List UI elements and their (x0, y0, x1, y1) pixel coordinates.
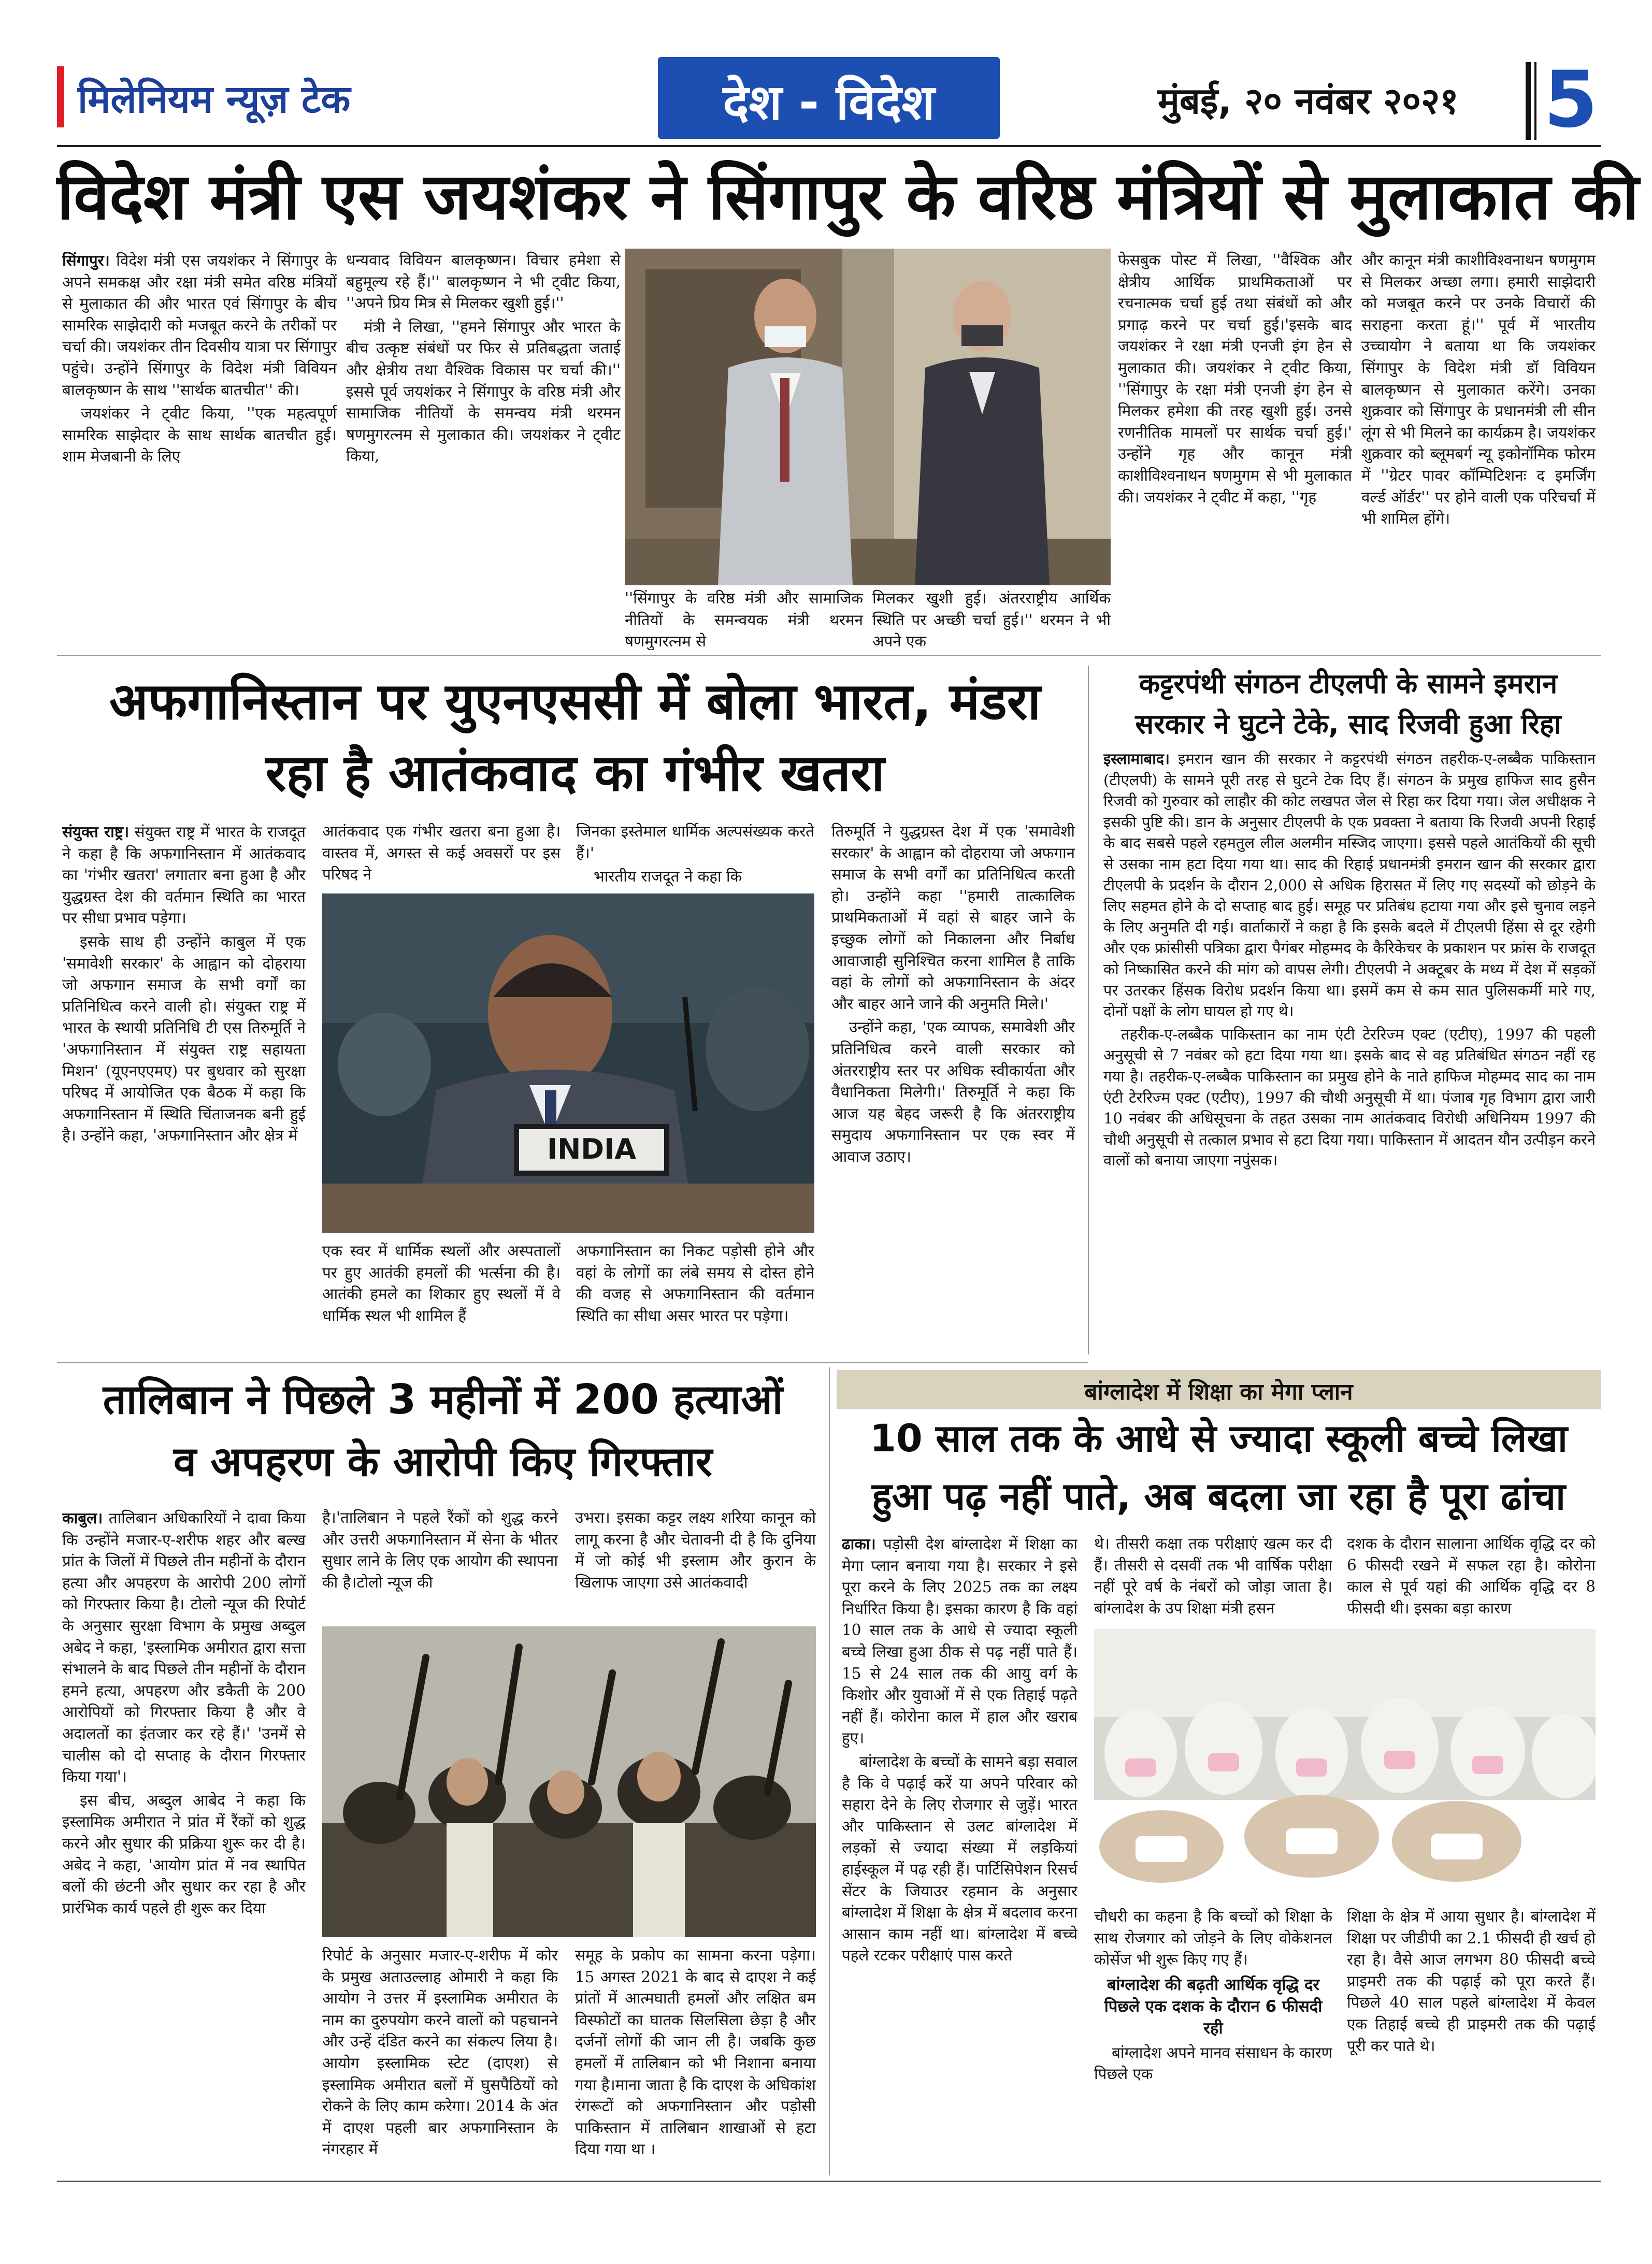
story5-text: थे। तीसरी कक्षा तक परीक्षाएं खत्म कर दी हैं। तीसरी से दसवीं तक भी वार्षिक परीक्षा नहीं पूरे वर्ष के नंबरों को जोड़ा जाता है। बांग्लादेश के उप शिक्षा मंत्री हसन (1094, 1535, 1332, 1617)
story1-photo (625, 249, 1111, 585)
story5-text: पड़ोसी देश बांग्लादेश में शिक्षा का मेगा प्लान बनाया गया है। सरकार ने इसे पूरा करने के लिए 2025 तक का लक्ष्य निर्धारित किया है। इसका कारण है कि वहां 10 साल तक के आधे से ज्यादा स्कूली बच्चे लिखा हुआ ठीक से पढ़ नहीं पाते हैं। 15 से 24 साल तक की आयु वर्ग के किशोर और युवाओं में से एक तिहाई पढ़ते नहीं हैं। कोरोना काल में हाल और खराब हुए। (842, 1535, 1078, 1747)
story4-text: इस बीच, अब्दुल आबेद ने कहा कि इस्लामिक अमीरात ने प्रांत में रैंकों को शुद्ध करने और सुधार की प्रक्रिया शुरू कर दी है। अबेद ने कहा, 'आयोग प्रांत में नव स्थापित बलों की छंटनी और सुधार कर रहा है और प्रारंभिक कार्य पहले ही शुरू कर दिया (62, 1791, 306, 1917)
dateline: मुंबई, २० नवंबर २०२१ (1158, 80, 1459, 122)
masthead-divider (57, 145, 1601, 147)
brand-logo: मिलेनियम न्यूज़ टेक (78, 77, 351, 122)
story5-headline-line1: 10 साल तक के आधे से ज्यादा स्कूली बच्चे लिखा (870, 1417, 1568, 1461)
story2-col4 (831, 821, 1075, 1354)
masthead (57, 57, 1601, 145)
story1-headline: विदेश मंत्री एस जयशंकर ने सिंगापुर के वरिष्ठ मंत्रियों से मुलाकात की (57, 160, 1639, 234)
story4-photo (322, 1626, 816, 1937)
page-number-rule (1526, 62, 1531, 140)
story3-body (1103, 748, 1596, 1339)
story2-text: उन्होंने कहा, 'एक व्यापक, समावेशी और प्रतिनिधित्व करने वाली सरकार को अंतरराष्ट्रीय स्तर पर अधिक स्वीकार्यता और वैधानिकता मिलेगी।' तिरुमूर्ति ने कहा कि आज यह बेहद जरूरी है कि अंतरराष्ट्रीय समुदाय अफगानिस्तान पर एक स्वर में आवाज उठाए। (831, 1018, 1075, 1165)
story1-col1 (62, 250, 337, 648)
story2-photo-art (322, 893, 814, 1233)
story4-dateline: काबुल। (62, 1509, 103, 1527)
story1-text: विदेश मंत्री एस जयशंकर ने सिंगापुर के अपने समकक्ष और रक्षा मंत्री समेत वरिष्ठ मंत्रियों से मुलाकात की और भारत एवं सिंगापुर के बीच सामरिक साझेदारी को मजबूत करने के तरीकों पर चर्चा की। जयशंकर तीन दिवसीय यात्रा पर सिंगापुर पहुंचे। उन्होंने सिंगापुर के विदेश मंत्री विवियन बालकृष्णन के साथ ''सार्थक बातचीत'' की। (62, 252, 337, 399)
story2-text: संयुक्त राष्ट्र में भारत के राजदूत ने कहा है कि अफगानिस्तान में आतंकवाद का 'गंभीर खतरा' लगातार बना हुआ है और युद्धग्रस्त देश की वर्तमान स्थिति का भारत पर सीधा प्रभाव पड़ेगा। (62, 823, 306, 927)
story2-text: जिनका इस्तेमाल धार्मिक अल्पसंख्यक करते हैं।' (576, 823, 814, 862)
story4-col3-bottom (575, 1945, 816, 2168)
story2-text: आतंकवाद एक गंभीर खतरा बना हुआ है। वास्तव में, अगस्त से कई अवसरों पर इस परिषद ने (322, 823, 561, 884)
story2-text: तिरुमूर्ति ने युद्धग्रस्त देश में एक 'समावेशी सरकार' के आह्वान को दोहराया जो अफगान समाज के सभी वर्गों का प्रतिनिधित्व करती हो। उन्होंने कहा ''हमारी तात्कालिक प्राथमिकताओं में वहां से बाहर जाने के इच्छुक लोगों को निकालना और निर्बाध आवाजाही सुनिश्चित करना शामिल है ताकि वहां के लोगों को अफगानिस्तान के अंदर और बाहर आने जाने की अनुमति मिले।' (831, 823, 1075, 1013)
page-number-rule (1534, 62, 1536, 140)
story5-text: चौधरी का कहना है कि बच्चों को शिक्षा के साथ रोजगार को जोड़ने के लिए वोकेशनल कोर्सेज भी शुरू किए गए हैं। (1094, 1908, 1332, 1969)
story5-col3-top (1347, 1533, 1596, 1624)
story4-col3-top (575, 1507, 816, 1619)
column-divider (829, 1367, 830, 2175)
story5-text: बांग्लादेश के बच्चों के सामने बड़ा सवाल है कि वे पढ़ाई करें या अपने परिवार को सहारा देने के लिए रोजगार से जुड़ें। भारत और पाकिस्तान से उलट बांग्लादेश में लड़कों से ज्यादा संख्या में लड़कियां हाईस्कूल में पढ़ रही हैं। पार्टिसिपेशन रिसर्च सेंटर के जियाउर रहमान के अनुसार बांग्लादेश में शिक्षा के क्षेत्र में बदलाव करना आसान काम नहीं था। बांग्लादेश में बच्चे पहले रटकर परीक्षाएं पास करते (842, 1752, 1078, 1965)
story4-col2-top (322, 1507, 558, 1619)
story1-caption-left (625, 588, 863, 650)
story2-photo (322, 893, 814, 1233)
story4-col1 (62, 1507, 306, 2170)
story2-headline-line1: अफगानिस्तान पर युएनएससी में बोला भारत, मंडरा (109, 672, 1041, 731)
story1-text: मंत्री ने लिखा, ''हमने सिंगापुर और भारत के बीच उत्कृष्ट संबंधों पर फिर से प्रतिबद्धता जताई और क्षेत्रीय तथा वैश्विक विकास पर चर्चा की।'' इससे पूर्व जयशंकर ने सिंगापुर के वरिष्ठ मंत्री और सामाजिक नीतियों के समन्वय मंत्री थरमन षणमुगरत्नम से मुलाकात की। जयशंकर ने ट्वीट किया, (346, 318, 621, 465)
story1-text: ''सिंगापुर के वरिष्ठ मंत्री और सामाजिक नीतियों के समन्वयक मंत्री थरमन षणमुगरत्नम से (625, 589, 863, 650)
story3-text: तहरीक-ए-लब्बैक पाकिस्तान का नाम एंटी टेररिज्म एक्ट (एटीए), 1997 की पहली अनुसूची से 7 नवंबर को हटा दिया गया था। इसके बाद से वह प्रतिबंधित संगठन नहीं रह गया है। तहरीक-ए-लब्बैक पाकिस्तान का प्रमुख होने के नाते हाफिज मोहम्मद साद का नाम एंटी टेररिज्म एक्ट (एटीए), 1997 की चौथी अनुसूची में था। पंजाब गृह विभाग द्वारा जारी 10 नवंबर की अधिसूचना के तहत उसका नाम आतंकवाद विरोधी अधिनियम 1997 की चौथी अनुसूची से तत्काल प्रभाव से हटा दिया गया। पाकिस्तान में आदतन यौन उत्पीड़न करने वालों को बनाया जाएगा नपुंसक। (1103, 1025, 1596, 1170)
story1-col2 (346, 250, 621, 648)
story2-text: एक स्वर में धार्मिक स्थलों और अस्पतालों पर हुए आतंकी हमलों की भर्त्सना की है। आतंकी हमले का शिकार हुए स्थलों में वे धार्मिक स्थल भी शामिल हैं (322, 1242, 561, 1324)
story4-text: रिपोर्ट के अनुसार मजार-ए-शरीफ में कोर के प्रमुख अताउल्लाह ओमारी ने कहा कि आयोग ने उत्तर में इस्लामिक अमीरात के नाम का दुरुपयोग करने वालों को पहचानने और उन्हें दंडित करने का संकल्प लिया है। आयोग इस्लामिक स्टेट (दाएश) से इस्लामिक अमीरात बलों में घुसपैठियों को रोकने के लिए काम करेगा। 2014 के अंत में दाएश पहली बार अफगानिस्तान के नंगरहार में (322, 1946, 558, 2158)
story5-subhead: बांग्लादेश की बढ़ती आर्थिक वृद्धि दर पिछले एक दशक के दौरान 6 फीसदी रही (1104, 1975, 1323, 2038)
story2-col2-top (322, 821, 561, 888)
story4-text: है।'तालिबान ने पहले रैंकों को शुद्ध करने और उत्तरी अफगानिस्तान में सेना के भीतर सुधार लाने के लिए एक आयोग की स्थापना की है।टोलो न्यूज की (322, 1509, 558, 1591)
story2-col2-bottom (322, 1241, 561, 1354)
story5-text: शिक्षा के क्षेत्र में आया सुधार है। बांग्लादेश में शिक्षा पर जीडीपी का 2.1 फीसदी ही खर्च हो रहा है। वैसे आज लगभग 80 फीसदी बच्चे प्राइमरी तक की पढ़ाई को पूरा करते हैं। पिछले 40 साल पहले बांग्लादेश में केवल एक तिहाई बच्चे ही प्राइमरी तक की पढ़ाई पूरी कर पाते थे। (1347, 1908, 1596, 2055)
story3-headline-line2: सरकार ने घुटने टेके, साद रिजवी हुआ रिहा (1135, 709, 1561, 740)
story5-photo-art (1094, 1629, 1596, 1898)
story1-photo-art (625, 249, 1111, 585)
story2-text: इसके साथ ही उन्होंने काबुल में एक 'समावेशी सरकार' के आह्वान को दोहराया जो अफगान समाज के सभी वर्गों का प्रतिनिधित्व करने वाली हो। संयुक्त राष्ट्र में भारत के स्थायी प्रतिनिधि टी एस तिरुमूर्ति ने 'अफगानिस्तान में संयुक्त राष्ट्र सहायता मिशन' (यूएनएएमए) पर बुधवार को सुरक्षा परिषद में आयोजित एक बैठक में कहा कि अफगानिस्तान में स्थिति चिंताजनक बनी हुई है। उन्होंने कहा, 'अफगानिस्तान और क्षेत्र में (62, 932, 306, 1145)
story5-text: बांग्लादेश अपने मानव संसाधन के कारण पिछले एक (1094, 2043, 1332, 2083)
story5-kicker: बांग्लादेश में शिक्षा का मेगा प्लान (1084, 1379, 1353, 1405)
nameplate-label: INDIA (547, 1133, 636, 1165)
story4-headline-line2: व अपहरण के आरोपी किए गिरफ्तार (173, 1438, 712, 1486)
story1-text: जयशंकर ने ट्वीट किया, ''एक महत्वपूर्ण सामरिक साझेदार के साथ सार्थक बातचीत हुई। शाम मेजबानी के लिए (62, 405, 337, 466)
brand-accent-bar (57, 66, 64, 127)
story5-kicker-bar (837, 1370, 1601, 1409)
story2-headline-line2: रहा है आतंकवाद का गंभीर खतरा (265, 744, 885, 803)
story1-col3 (1118, 250, 1352, 648)
story5-dateline: ढाका। (842, 1535, 876, 1553)
story1-text: फेसबुक पोस्ट में लिखा, ''वैश्विक और क्षेत्रीय आर्थिक प्राथमिकताओं पर रचनात्मक चर्चा हुई तथा संबंधों को और प्रगाढ़ करने पर चर्चा हुई।'इसके बाद जयशंकर ने रक्षा मंत्री एनजी इंग हेन से मुलाकात की। जयशंकर ने ट्वीट किया, ''सिंगापुर के रक्षा मंत्री एनजी इंग हेन से मिलकर हमेशा की तरह खुशी हुई। उनसे रणनीतिक मामलों पर सार्थक चर्चा हुई।' उन्होंने गृह और कानून मंत्री काशीविश्वनाथन षणमुगम से भी मुलाकात की। जयशंकर ने ट्वीट में कहा, ''गृह (1118, 251, 1352, 506)
page-number: 5 (1544, 55, 1598, 145)
story2-text: भारतीय राजदूत ने कहा कि (594, 868, 742, 886)
story2-text: अफगानिस्तान का निकट पड़ोसी होने और वहां के लोगों का लंबे समय से दोस्त होने की वजह से अफगानिस्तान की वर्तमान स्थिति का सीधा असर भारत पर पड़ेगा। (576, 1242, 814, 1324)
story5-headline-line2: हुआ पढ़ नहीं पाते, अब बदला जा रहा है पूरा ढांचा (871, 1475, 1566, 1519)
story2-col1 (62, 821, 306, 1354)
story1-text: मिलकर खुशी हुई। अंतरराष्ट्रीय आर्थिक स्थिति पर अच्छी चर्चा हुई।'' थरमन ने भी अपने एक (872, 589, 1111, 650)
story4-photo-art (322, 1626, 816, 1937)
story5-text: दशक के दौरान सालाना आर्थिक वृद्धि दर को 6 फीसदी रखने में सफल रहा है। कोरोना काल से पूर्व यहां की आर्थिक वृद्धि दर 8 फीसदी थी। इसका बड़ा कारण (1347, 1535, 1596, 1617)
section-banner (658, 57, 1000, 139)
story1-text: धन्यवाद विवियन बालकृष्णन। विचार हमेशा से बहुमूल्य रहे हैं।'' बालकृष्णन ने भी ट्वीट किया, ''अपने प्रिय मित्र से मिलकर खुशी हुई।'' (346, 251, 621, 312)
story2-dateline: संयुक्त राष्ट्र। (62, 823, 130, 841)
story1-col4 (1361, 250, 1596, 648)
story1-text: और कानून मंत्री काशीविश्वनाथन षणमुगम से मिलकर अच्छा लगा। हमारी साझेदारी को मजबूत करने पर उनके विचारों की सराहना करता हूं।'' पूर्व में भारतीय उच्चायोग ने बताया था कि जयशंकर सिंगापुर के विदेश मंत्री डॉ विवियन बालकृष्णन से मुलाकात करेंगे। उनका शुक्रवार को सिंगापुर के प्रधानमंत्री ली सीन लूंग से भी मिलने का कार्यक्रम है। जयशंकर शुक्रवार को ब्लूमबर्ग न्यू इकोनॉमिक फोरम में ''ग्रेटर पावर कॉम्पिटिशनः द इमर्जिंग वर्ल्ड ऑर्डर'' पर होने वाली एक परिचर्चा में भी शामिल होंगे। (1361, 251, 1596, 528)
story2-col3-bottom (576, 1241, 814, 1354)
story1-dateline: सिंगापुर। (62, 251, 110, 269)
story5-col3-bottom (1347, 1906, 1596, 2170)
page-bottom-rule (57, 2181, 1601, 2182)
story5-col2-top (1094, 1533, 1332, 1624)
story1-caption-right (872, 588, 1111, 650)
story5-col2-bottom (1094, 1906, 1332, 2170)
story5-photo (1094, 1629, 1596, 1898)
story4-text: समूह के प्रकोप का सामना करना पड़ेगा। 15 अगस्त 2021 के बाद से दाएश ने कई प्रांतों में आत्मघाती हमलों और लक्षित बम विस्फोटों का घातक सिलसिला छेड़ा है और दर्जनों लोगों की जान ली है। जबकि कुछ हमलों में तालिबान को भी निशाना बनाया गया है।माना जाता है कि दाएश के अधिकांश रंगरूटों को अफगानिस्तान और पड़ोसी पाकिस्तान में तालिबान शाखाओं से हटा दिया गया था । (575, 1946, 816, 2158)
story4-col2-bottom (322, 1945, 558, 2168)
story2-col3-top (576, 821, 814, 888)
section-title: देश - विदेश (723, 75, 935, 131)
story1-bottom-rule (57, 655, 1601, 656)
story3-dateline: इस्लामाबाद। (1103, 750, 1170, 768)
story4-text: तालिबान अधिकारियों ने दावा किया कि उन्होंने मजार-ए-शरीफ शहर और बल्ख प्रांत के जिलों में पिछले तीन महीनों के दौरान हत्या और अपहरण के आरोपी 200 लोगों को गिरफ्तार किया है। टोलो न्यूज की रिपोर्ट के अनुसार सुरक्षा विभाग के प्रमुख अब्दुल अबेद ने कहा, 'इस्लामिक अमीरात द्वारा सत्ता संभालने के बाद पिछले तीन महीनों के दौरान हमने हत्या, अपहरण और डकैती के 200 आरोपियों को गिरफ्तार किया है और वे अदालतों का इंतजार कर रहे हैं।' 'उनमें से चालीस को दो सप्ताह के दौरान गिरफ्तार किया गया'। (62, 1509, 306, 1786)
story4-headline-line1: तालिबान ने पिछले 3 महीनों में 200 हत्याओं (103, 1376, 783, 1423)
story3-text: इमरान खान की सरकार ने कट्टरपंथी संगठन तहरीक-ए-लब्बैक पाकिस्तान (टीएलपी) के सामने पूरी तरह से घुटने टेक दिए हैं। संगठन के प्रमुख हाफिज साद हुसैन रिजवी को गुरुवार को लाहौर की कोट लखपत जेल से रिहा कर दिया गया। जेल अधीक्षक ने इसकी पुष्टि की। डान के अनुसार टीएलपी के एक प्रवक्ता ने बताया कि रिजवी अपनी रिहाई के बाद सबसे पहले रहमतुल लील अलमीन मस्जिद जाएगा। इससे पहले आतंकियों की सूची से उसका नाम हटा दिया गया था। साद की रिहाई प्रधानमंत्री इमरान खान की सरकार द्वारा टीएलपी के प्रदर्शन के दौरान 2,000 से अधिक हिरासत में लिए गए सदस्यों को छोड़ने के लिए सहमत होने के दो सप्ताह बाद हुई। समूह पर प्रतिबंध हटाया गया और इसे चुनाव लड़ने के लिए अनुमति दी गई। वार्ताकारों ने कहा है कि इसके बदले में टीएलपी हिंसा से दूर रहेगी और एक फ्रांसीसी पत्रिका द्वारा पैगंबर मोहम्मद के कैरिकेचर के प्रकाशन पर फ्रांस के राजदूत को निष्कासित करने की मांग को वापस लेगी। टीएलपी ने अक्टूबर के मध्य में देश में सड़कों पर उतरकर हिंसक विरोध प्रदर्शन किया था। इसमें कम से कम सात पुलिसकर्मी मारे गए, दोनों पक्षों के लोग घायल हो गए थे। (1103, 750, 1596, 1020)
story4-text: उभरा। इसका कट्टर लक्ष्य शरिया कानून को लागू करना है और चेतावनी दी है कि दुनिया में जो कोई भी इस्लाम और कुरान के खिलाफ जाएगा उसे आतंकवादी (575, 1509, 816, 1591)
story2-bottom-rule (57, 1362, 1088, 1363)
story5-col1 (842, 1533, 1078, 2170)
column-divider (1088, 666, 1089, 1354)
story3-headline-line1: कट्टरपंथी संगठन टीएलपी के सामने इमरान (1139, 668, 1558, 700)
